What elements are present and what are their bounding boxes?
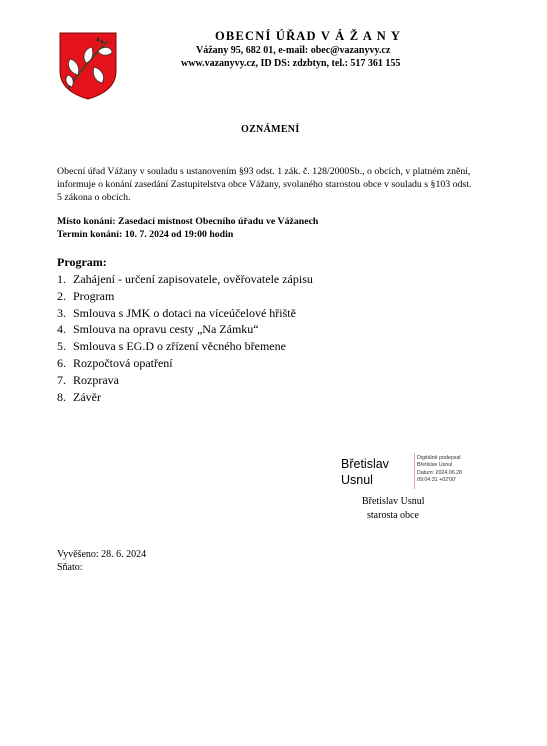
item-number: 4. [57,322,66,337]
item-text: Smlouva s JMK o dotaci na víceúčelové hřiště [73,305,296,320]
meeting-term: Termín konání: 10. 7. 2024 od 19:00 hodin [57,229,234,240]
digital-signature-line: Digitálně podepsal [417,455,461,461]
program-list [57,271,313,405]
office-name: OBECNÍ ÚŘAD V Á Ž A N Y [215,29,402,43]
removed-date: Sňato: [57,562,83,573]
office-web-contact: www.vazanyvy.cz, ID DS: zdzbtyn, tel.: 517 361 155 [181,58,401,69]
item-number: 1. [57,272,66,286]
list-item [57,305,313,322]
digital-signature-line: Datum: 2024.06.28 [417,469,463,476]
item-text: Program [73,288,115,303]
signatory-name: Břetislav Usnul [362,496,425,507]
item-text: Zahájení - určení zapisovatele, ověřovatele zápisu [73,272,313,286]
item-number: 6. [57,355,66,370]
item-text: Rozprava [73,372,119,387]
digital-signature-line: Břetislav Usnul [417,462,453,469]
item-text: Rozpočtová opatření [73,355,173,370]
digital-signature-details [417,455,462,484]
item-text: Smlouva na opravu cesty „Na Zámku“ [73,322,259,337]
item-text: Smlouva s EG.D o zřízení věcného břemene [73,339,286,354]
list-item [57,372,313,389]
program-title: Program: [57,255,107,269]
list-item [57,271,313,288]
signature-name [341,456,389,488]
signature-last-name: Usnul [341,473,373,487]
signature-first-name: Břetislav [341,457,389,471]
list-item [57,321,313,338]
intro-paragraph: Obecní úřad Vážany v souladu s ustanovením §93 odst. 1 zák. č. 128/2000Sb., o obcích, v platném znění, informuje o konání zasedání Zastupitelstva obce Vážany, svolaného starostou obce v souladu s §103 odst. 5 zákona o obcích. [57,166,472,203]
coat-of-arms-icon [58,31,118,101]
item-number: 3. [57,305,66,320]
item-number: 2. [57,288,66,303]
signatory-role: starosta obce [367,510,419,521]
item-text: Závěr [73,389,101,404]
meeting-place: Místo konání: Zasedací místnost Obecního úřadu ve Vážanech [57,216,319,227]
list-item [57,338,313,355]
list-item [57,355,313,372]
item-number: 8. [57,389,66,404]
municipal-crest [58,31,118,101]
office-address: Vážany 95, 682 01, e-mail: obec@vazanyvy.cz [196,45,391,56]
item-number: 5. [57,339,66,354]
signature-divider [414,453,415,489]
list-item [57,389,313,406]
list-item [57,288,313,305]
posted-date: Vyvěšeno: 28. 6. 2024 [57,549,147,560]
digital-signature-line: 09:04:31 +02'00' [417,476,456,483]
item-number: 7. [57,372,66,387]
document-title: OZNÁMENÍ [241,124,300,135]
